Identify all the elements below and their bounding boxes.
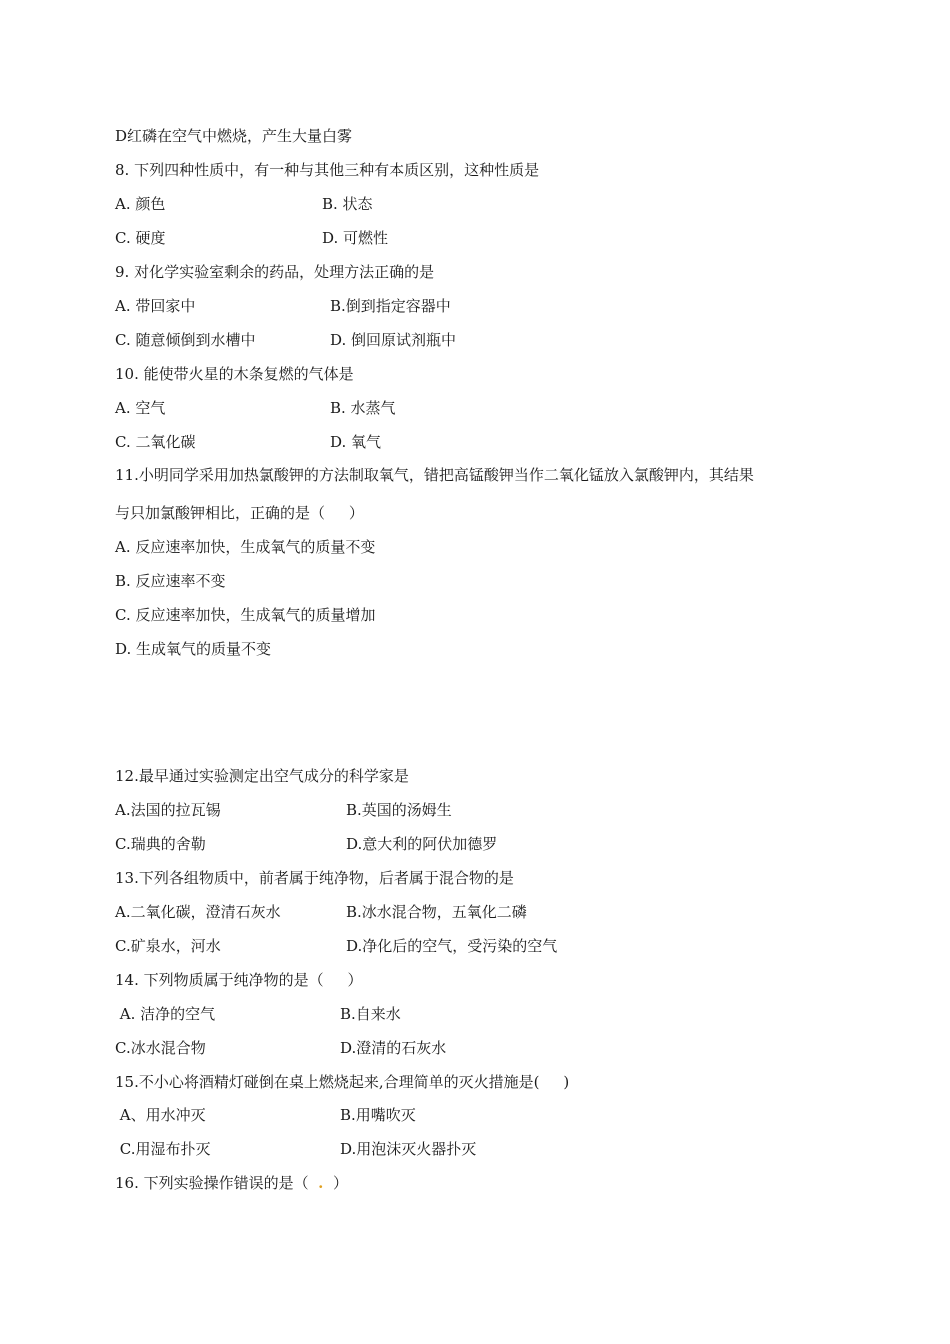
q15-option-b: B.用嘴吹灭 (340, 1106, 416, 1124)
q13-option-a: A.二氧化碳，澄清石灰水 (115, 903, 281, 921)
q14-option-a: A. 洁净的空气 (115, 1005, 216, 1023)
q8-stem: 8. 下列四种性质中，有一种与其他三种有本质区别，这种性质是 (115, 161, 540, 179)
q8-option-b: B. 状态 (322, 195, 373, 213)
q7-option-d: D红磷在空气中燃烧，产生大量白雾 (115, 127, 353, 145)
q10-option-c: C. 二氧化碳 (115, 433, 196, 451)
q11-option-b: B. 反应速率不变 (115, 572, 226, 590)
q12-option-d: D.意大利的阿伏加德罗 (346, 835, 498, 853)
q9-option-d: D. 倒回原试剂瓶中 (330, 331, 457, 349)
q13-stem: 13.下列各组物质中，前者属于纯净物，后者属于混合物的是 (115, 869, 514, 887)
q11-option-a: A. 反应速率加快，生成氧气的质量不变 (115, 538, 376, 556)
q13-option-b: B.冰水混合物，五氧化二磷 (346, 903, 527, 921)
q16-stem (115, 1173, 348, 1193)
q8-option-d: D. 可燃性 (322, 229, 389, 247)
q9-stem: 9. 对化学实验室剩余的药品，处理方法正确的是 (115, 263, 435, 281)
q8-option-c: C. 硬度 (115, 229, 166, 247)
q12-stem: 12.最早通过实验测定出空气成分的科学家是 (115, 767, 409, 785)
q10-stem: 10. 能使带火星的木条复燃的气体是 (115, 365, 354, 383)
q11-option-d: D. 生成氧气的质量不变 (115, 640, 272, 658)
q12-option-c: C.瑞典的舍勒 (115, 835, 206, 853)
q16-stem-close: ） (323, 1174, 348, 1192)
q13-option-c: C.矿泉水，河水 (115, 937, 221, 955)
q15-stem: 15.不小心将酒精灯碰倒在桌上燃烧起来,合理简单的灭火措施是( ) (115, 1073, 570, 1091)
q10-option-b: B. 水蒸气 (330, 399, 396, 417)
q11-stem-line1: 11.小明同学采用加热氯酸钾的方法制取氧气，错把高锰酸钾当作二氧化锰放入氯酸钾内，其结果 (115, 466, 754, 484)
q15-option-d: D.用泡沫灭火器扑灭 (340, 1140, 477, 1158)
q11-option-c: C. 反应速率加快，生成氧气的质量增加 (115, 606, 376, 624)
q14-option-d: D.澄清的石灰水 (340, 1039, 447, 1057)
q9-option-c: C. 随意倾倒到水槽中 (115, 331, 256, 349)
q14-stem: 14. 下列物质属于纯净物的是（ ） (115, 971, 363, 989)
q14-option-b: B.自来水 (340, 1005, 401, 1023)
q9-option-a: A. 带回家中 (115, 297, 196, 315)
q10-option-a: A. 空气 (115, 399, 166, 417)
q11-stem-line2: 与只加氯酸钾相比，正确的是（ ） (115, 504, 364, 522)
q12-option-b: B.英国的汤姆生 (346, 801, 452, 819)
q16-stem-text: 16. 下列实验操作错误的是（ (115, 1174, 319, 1192)
q15-option-a: A、用水冲灭 (115, 1106, 206, 1124)
q15-option-c: C.用湿布扑灭 (115, 1140, 211, 1158)
q8-option-a: A. 颜色 (115, 195, 166, 213)
q16-answer-mark: . (318, 1174, 324, 1192)
q12-option-a: A.法国的拉瓦锡 (115, 801, 221, 819)
q14-option-c: C.冰水混合物 (115, 1039, 206, 1057)
q10-option-d: D. 氧气 (330, 433, 382, 451)
q9-option-b: B.倒到指定容器中 (330, 297, 451, 315)
q13-option-d: D.净化后的空气，受污染的空气 (346, 937, 558, 955)
